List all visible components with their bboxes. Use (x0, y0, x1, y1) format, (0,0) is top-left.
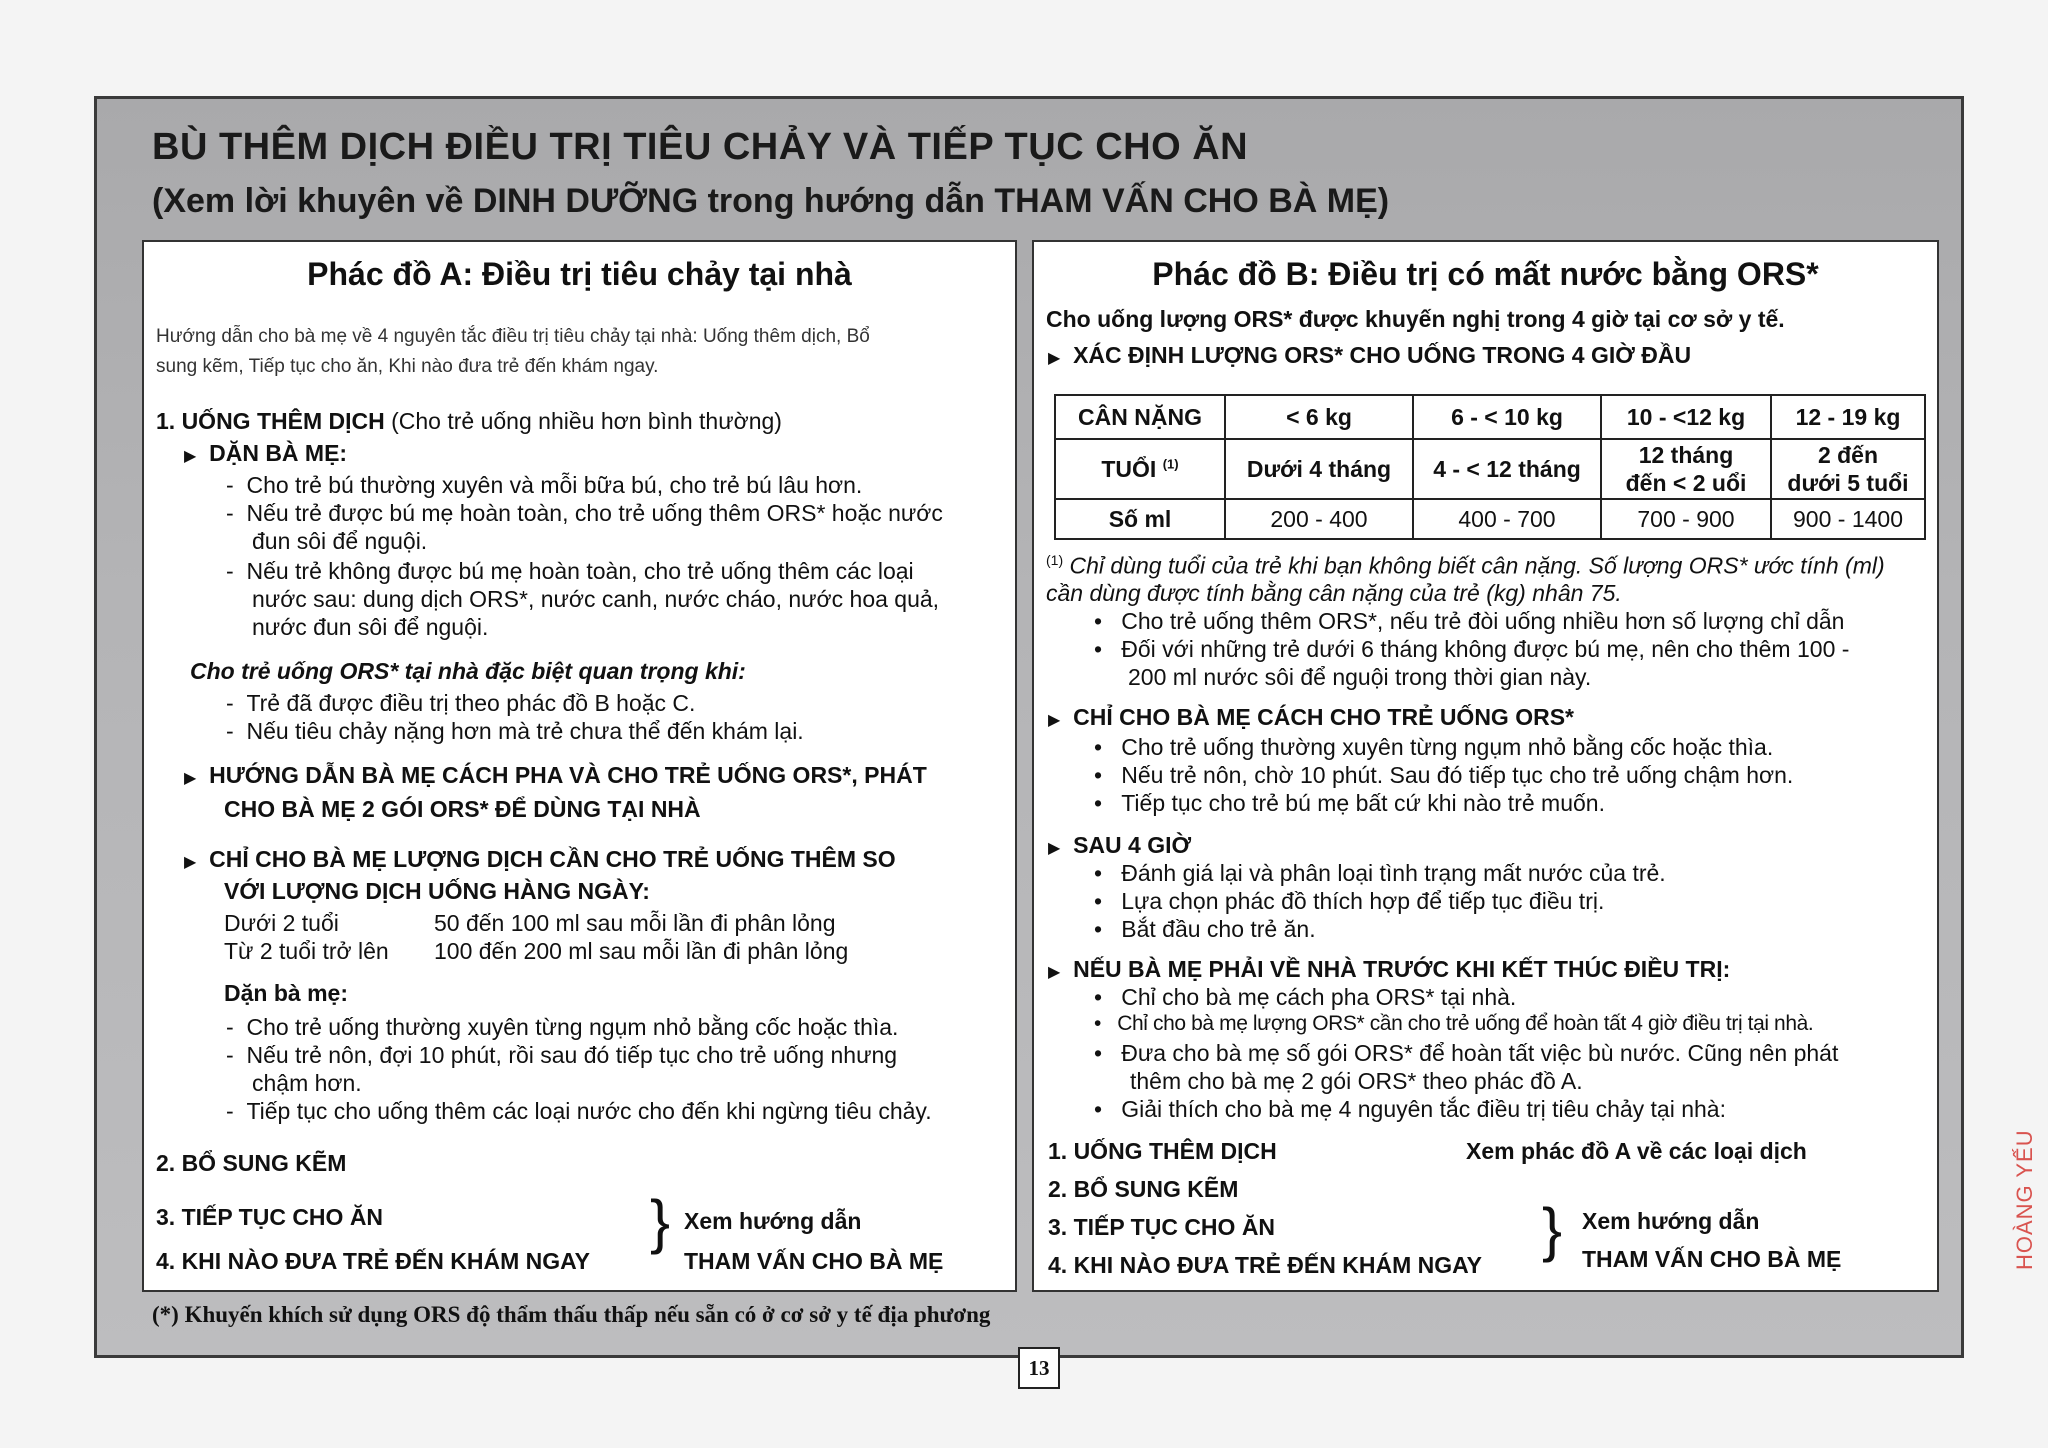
dan-ba-me-2: Dặn bà mẹ: (224, 980, 348, 1006)
age-label: TUỔI (1101, 455, 1157, 482)
list-item: • Chỉ cho bà mẹ cách pha ORS* tại nhà. (1094, 984, 1517, 1010)
brace-icon: } (1542, 1196, 1563, 1263)
determine-heading (1048, 342, 1691, 369)
table-footnote-line2: cần dùng được tính bằng cân nặng của trẻ (kg) nhân 75. (1046, 580, 1622, 606)
ors-table (1054, 394, 1926, 540)
brace-icon: } (650, 1188, 671, 1255)
triangle-bullet-icon: ▶ (1048, 712, 1061, 729)
plan-a-title: Phác đồ A: Điều trị tiêu chảy tại nhà (307, 256, 852, 292)
footnote-marker: (1) (1046, 552, 1064, 568)
list-item: • Cho trẻ uống thường xuyên từng ngụm nhỏ bằng cốc hoặc thìa. (1094, 734, 1774, 760)
table-cell: 4 - < 12 tháng (1413, 439, 1601, 499)
table-header-cell: 10 - <12 kg (1601, 395, 1771, 439)
cell-line: 12 tháng (1638, 442, 1734, 468)
show-heading (1048, 704, 1574, 731)
see-guide-line2: THAM VẤN CHO BÀ MẸ (684, 1248, 944, 1274)
table-cell: 900 - 1400 (1771, 499, 1925, 539)
plan-b-panel (1032, 240, 1939, 1292)
table-row (1055, 395, 1925, 439)
show-heading-text: CHỈ CHO BÀ MẸ CÁCH CHO TRẺ UỐNG ORS* (1073, 704, 1574, 730)
table-header-cell: 12 - 19 kg (1771, 395, 1925, 439)
list-item: • Chỉ cho bà mẹ lượng ORS* cần cho trẻ uống để hoàn tất 4 giờ điều trị tại nhà. (1094, 1012, 1814, 1035)
important-heading: Cho trẻ uống ORS* tại nhà đặc biệt quan trọng khi: (190, 658, 746, 684)
list-item: - Trẻ đã được điều trị theo phác đồ B hoặc C. (226, 690, 696, 716)
table-cell (1601, 439, 1771, 499)
table-footnote-line1 (1046, 552, 1885, 580)
amount-value: 50 đến 100 ml sau mỗi lần đi phân lỏng (434, 910, 836, 936)
see-guide-line2: THAM VẤN CHO BÀ MẸ (1582, 1246, 1842, 1272)
plan-a-intro-line1: Hướng dẫn cho bà mẹ về 4 nguyên tắc điều trị tiêu chảy tại nhà: Uống thêm dịch, Bổ (156, 326, 870, 347)
list-item-cont: chậm hơn. (252, 1070, 362, 1096)
section-1-note: (Cho trẻ uống nhiều hơn bình thường) (391, 408, 782, 434)
triangle-bullet-icon: ▶ (184, 770, 197, 787)
list-item-cont: 200 ml nước sôi để nguội trong thời gian này. (1128, 664, 1592, 690)
list-item-text: Cho trẻ uống thường xuyên từng ngụm nhỏ bằng cốc hoặc thìa. (1121, 734, 1774, 760)
list-item: • Tiếp tục cho trẻ bú mẹ bất cứ khi nào trẻ muốn. (1094, 790, 1605, 816)
rule-1: 1. UỐNG THÊM DỊCH (1048, 1138, 1277, 1164)
dan-ba-me-label: DẶN BÀ MẸ: (209, 440, 348, 466)
list-item-text: Cho trẻ bú thường xuyên và mỗi bữa bú, cho trẻ bú lâu hơn. (246, 472, 863, 498)
table-row-label (1055, 439, 1225, 499)
section-2: 2. BỔ SUNG KẼM (156, 1150, 347, 1176)
list-item-text: Cho trẻ uống thêm ORS*, nếu trẻ đòi uống nhiều hơn số lượng chỉ dẫn (1121, 608, 1845, 634)
list-item-text: Trẻ đã được điều trị theo phác đồ B hoặc C. (246, 690, 696, 716)
list-item-text: Tiếp tục cho uống thêm các loại nước cho đến khi ngừng tiêu chảy. (246, 1098, 932, 1124)
section-1-heading (156, 408, 782, 435)
list-item-text: Chỉ cho bà mẹ lượng ORS* cần cho trẻ uống để hoàn tất 4 giờ điều trị tại nhà. (1117, 1012, 1814, 1035)
list-item-text: Đưa cho bà mẹ số gói ORS* để hoàn tất việc bù nước. Cũng nên phát (1121, 1040, 1839, 1066)
table-row (1055, 439, 1925, 499)
plan-b-lead: Cho uống lượng ORS* được khuyến nghị trong 4 giờ tại cơ sở y tế. (1046, 306, 1785, 332)
list-item-cont: nước đun sôi để nguội. (252, 614, 489, 640)
table-cell: Dưới 4 tháng (1225, 439, 1413, 499)
list-item-text: Giải thích cho bà mẹ 4 nguyên tắc điều trị tiêu chảy tại nhà: (1121, 1096, 1726, 1122)
cell-line: đến < 2 uổi (1625, 470, 1747, 496)
list-item-text: Bắt đầu cho trẻ ăn. (1121, 916, 1316, 942)
rule-2: 2. BỔ SUNG KẼM (1048, 1176, 1239, 1202)
list-item-text: Cho trẻ uống thường xuyên từng ngụm nhỏ bằng cốc hoặc thìa. (246, 1014, 899, 1040)
section-3: 3. TIẾP TỤC CHO ĂN (156, 1204, 384, 1230)
cell-line: dưới 5 tuổi (1787, 470, 1909, 496)
list-item-text: Nếu trẻ không được bú mẹ hoàn toàn, cho trẻ uống thêm các loại (246, 558, 914, 584)
table-header-cell: 6 - < 10 kg (1413, 395, 1601, 439)
plan-a-panel (142, 240, 1017, 1292)
list-item-text: Chỉ cho bà mẹ cách pha ORS* tại nhà. (1121, 984, 1517, 1010)
list-item-text: Đối với những trẻ dưới 6 tháng không được bú mẹ, nên cho thêm 100 - (1121, 636, 1850, 662)
cell-line: 2 đến (1817, 442, 1879, 468)
list-item-text: Tiếp tục cho trẻ bú mẹ bất cứ khi nào trẻ muốn. (1121, 790, 1605, 816)
list-item-cont: nước sau: dung dịch ORS*, nước canh, nước cháo, nước hoa quả, (252, 586, 940, 612)
table-cell (1771, 439, 1925, 499)
amount-heading-line2: VỚI LƯỢNG DỊCH UỐNG HÀNG NGÀY: (224, 878, 650, 904)
page-subtitle: (Xem lời khuyên về DINH DƯỠNG trong hướng dẫn THAM VẤN CHO BÀ MẸ) (152, 182, 1390, 220)
home-heading (1048, 956, 1730, 983)
page-footnote: (*) Khuyến khích sử dụng ORS độ thẩm thấu thấp nếu sẵn có ở cơ sở y tế địa phương (152, 1302, 991, 1327)
list-item: • Giải thích cho bà mẹ 4 nguyên tắc điều trị tiêu chảy tại nhà: (1094, 1096, 1726, 1122)
list-item: - Nếu tiêu chảy nặng hơn mà trẻ chưa thể đến khám lại. (226, 718, 804, 744)
list-item: - Nếu trẻ được bú mẹ hoàn toàn, cho trẻ uống thêm ORS* hoặc nước (226, 500, 943, 526)
section-4: 4. KHI NÀO ĐƯA TRẺ ĐẾN KHÁM NGAY (156, 1248, 590, 1274)
page-title: BÙ THÊM DỊCH ĐIỀU TRỊ TIÊU CHẢY VÀ TIẾP TỤC CHO ĂN (152, 126, 1249, 168)
amount-value: 100 đến 200 ml sau mỗi lần đi phân lỏng (434, 938, 849, 964)
see-guide-line1: Xem hướng dẫn (1582, 1208, 1760, 1234)
rule-1-see: Xem phác đồ A về các loại dịch (1466, 1138, 1807, 1164)
list-item: • Bắt đầu cho trẻ ăn. (1094, 916, 1316, 942)
table-header-cell: < 6 kg (1225, 395, 1413, 439)
triangle-bullet-icon: ▶ (1048, 350, 1061, 367)
guide-heading-line1: HƯỚNG DẪN BÀ MẸ CÁCH PHA VÀ CHO TRẺ UỐNG ORS*, PHÁT (209, 762, 927, 788)
guide-heading-line2: CHO BÀ MẸ 2 GÓI ORS* ĐỂ DÙNG TẠI NHÀ (224, 796, 701, 822)
list-item-cont: thêm cho bà mẹ 2 gói ORS* theo phác đồ A. (1130, 1068, 1583, 1094)
list-item-text: Nếu trẻ được bú mẹ hoàn toàn, cho trẻ uống thêm ORS* hoặc nước (246, 500, 943, 526)
list-item-text: Đánh giá lại và phân loại tình trạng mất nước của trẻ. (1121, 860, 1666, 886)
footnote-marker: (1) (1162, 455, 1179, 471)
list-item: • Cho trẻ uống thêm ORS*, nếu trẻ đòi uống nhiều hơn số lượng chỉ dẫn (1094, 608, 1845, 634)
amount-heading-line1: CHỈ CHO BÀ MẸ LƯỢNG DỊCH CẦN CHO TRẺ UỐNG THÊM SO (209, 846, 896, 872)
table-row (1055, 499, 1925, 539)
plan-b-title: Phác đồ B: Điều trị có mất nước bằng ORS* (1152, 256, 1819, 292)
page-number: 13 (1018, 1347, 1060, 1389)
after-heading (1048, 832, 1191, 859)
list-item: • Nếu trẻ nôn, chờ 10 phút. Sau đó tiếp tục cho trẻ uống chậm hơn. (1094, 762, 1794, 788)
section-1-label: 1. UỐNG THÊM DỊCH (156, 408, 385, 434)
list-item-text: Nếu trẻ nôn, đợi 10 phút, rồi sau đó tiếp tục cho trẻ uống nhưng (246, 1042, 898, 1068)
triangle-bullet-icon: ▶ (1048, 840, 1061, 857)
list-item: - Tiếp tục cho uống thêm các loại nước cho đến khi ngừng tiêu chảy. (226, 1098, 932, 1124)
plan-a-intro-line2: sung kẽm, Tiếp tục cho ăn, Khi nào đưa trẻ đến khám ngay. (156, 356, 659, 377)
list-item: • Đối với những trẻ dưới 6 tháng không được bú mẹ, nên cho thêm 100 - (1094, 636, 1850, 662)
table-cell: 200 - 400 (1225, 499, 1413, 539)
age-label: Từ 2 tuổi trở lên (224, 938, 389, 964)
list-item: • Đánh giá lại và phân loại tình trạng mất nước của trẻ. (1094, 860, 1666, 886)
list-item: - Nếu trẻ nôn, đợi 10 phút, rồi sau đó tiếp tục cho trẻ uống nhưng (226, 1042, 898, 1068)
triangle-bullet-icon: ▶ (184, 448, 197, 465)
list-item: - Cho trẻ bú thường xuyên và mỗi bữa bú, cho trẻ bú lâu hơn. (226, 472, 863, 498)
list-item-text: Lựa chọn phác đồ thích hợp để tiếp tục điều trị. (1121, 888, 1605, 914)
list-item: • Đưa cho bà mẹ số gói ORS* để hoàn tất việc bù nước. Cũng nên phát (1094, 1040, 1839, 1066)
triangle-bullet-icon: ▶ (184, 854, 197, 871)
watermark: HOÀNG YẾU (2012, 1129, 2037, 1270)
guide-heading (184, 762, 927, 789)
table-header-cell: CÂN NẶNG (1055, 395, 1225, 439)
table-cell: 700 - 900 (1601, 499, 1771, 539)
see-guide-line1: Xem hướng dẫn (684, 1208, 862, 1234)
dan-ba-me-heading (184, 440, 347, 467)
table-cell: 400 - 700 (1413, 499, 1601, 539)
list-item-text: Nếu tiêu chảy nặng hơn mà trẻ chưa thể đến khám lại. (246, 718, 804, 744)
table-row-label: Số ml (1055, 499, 1225, 539)
after-heading-text: SAU 4 GIỜ (1073, 832, 1192, 858)
triangle-bullet-icon: ▶ (1048, 964, 1061, 981)
rule-4: 4. KHI NÀO ĐƯA TRẺ ĐẾN KHÁM NGAY (1048, 1252, 1482, 1278)
amount-heading (184, 846, 896, 873)
rule-3: 3. TIẾP TỤC CHO ĂN (1048, 1214, 1276, 1240)
home-heading-text: NẾU BÀ MẸ PHẢI VỀ NHÀ TRƯỚC KHI KẾT THÚC ĐIỀU TRỊ: (1073, 956, 1731, 982)
list-item: • Lựa chọn phác đồ thích hợp để tiếp tục điều trị. (1094, 888, 1605, 914)
age-label: Dưới 2 tuổi (224, 910, 339, 936)
list-item-text: Nếu trẻ nôn, chờ 10 phút. Sau đó tiếp tục cho trẻ uống chậm hơn. (1121, 762, 1794, 788)
determine-heading-text: XÁC ĐỊNH LƯỢNG ORS* CHO UỐNG TRONG 4 GIỜ ĐẦU (1073, 342, 1692, 368)
list-item: - Nếu trẻ không được bú mẹ hoàn toàn, cho trẻ uống thêm các loại (226, 558, 914, 584)
list-item: - Cho trẻ uống thường xuyên từng ngụm nhỏ bằng cốc hoặc thìa. (226, 1014, 899, 1040)
footnote-text: Chỉ dùng tuổi của trẻ khi bạn không biết cân nặng. Số lượng ORS* ước tính (ml) (1069, 552, 1885, 579)
list-item-cont: đun sôi để nguội. (252, 528, 428, 554)
